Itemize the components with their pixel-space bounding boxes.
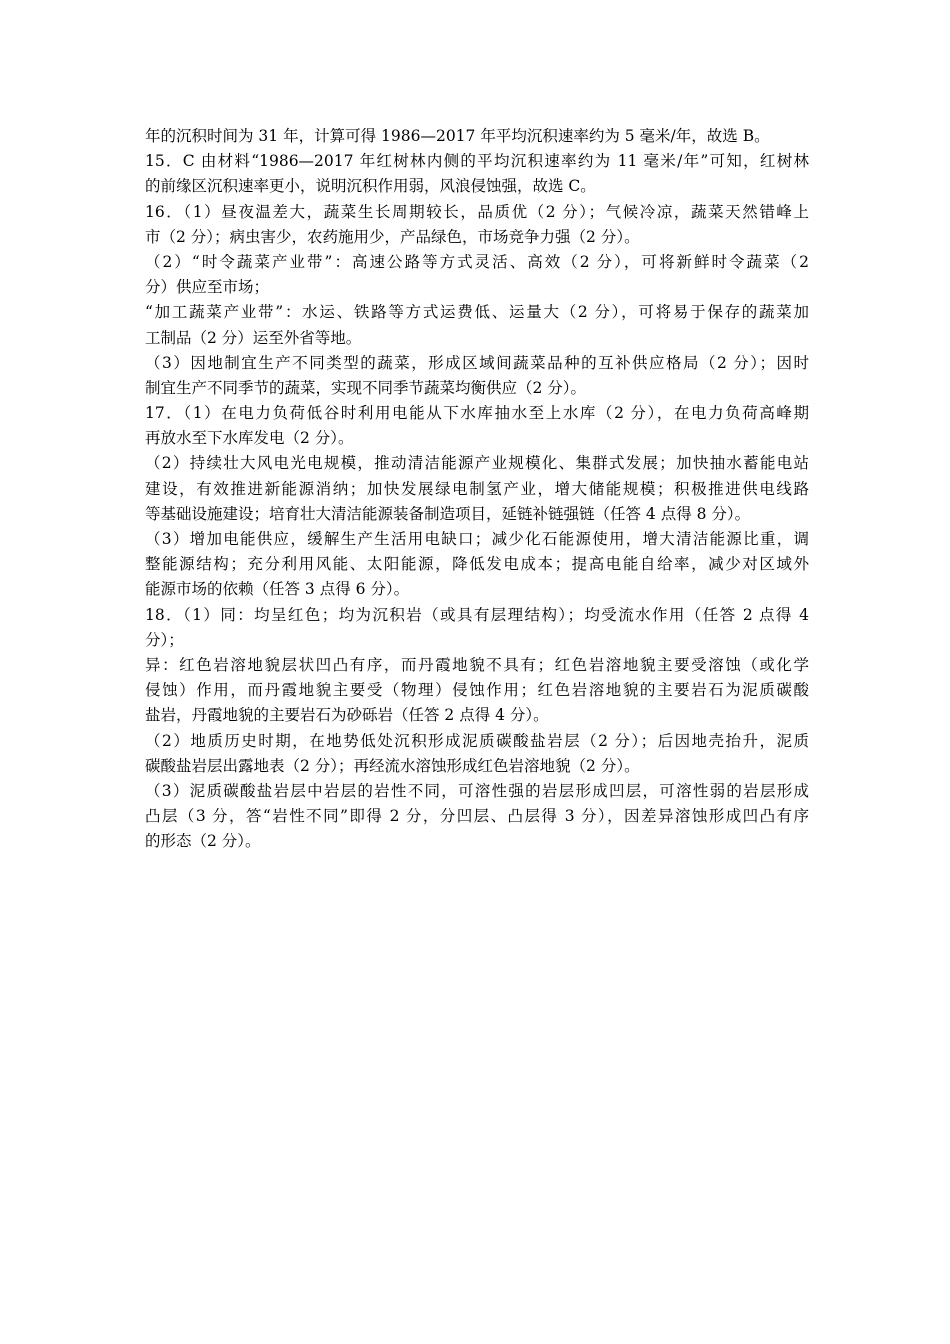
- text-line: 年的沉积时间为 31 年，计算可得 1986—2017 年平均沉积速率约为 5 毫米/年，故选 B。: [145, 127, 770, 145]
- text-line: “加工蔬菜产业带”：水运、铁路等方式运费低、运量大（2 分），可将易于保存的蔬菜加: [145, 303, 809, 322]
- text-line: 16．（1）昼夜温差大，蔬菜生长周期较长，品质优（2 分）；气候冷凉，蔬菜天然错峰上: [145, 202, 809, 221]
- paragraph-q16-1: [145, 200, 809, 250]
- text-line: 再放水至下水库发电（2 分）。: [145, 429, 354, 448]
- text-line: （3）增加电能供应，缓解生产生活用电缺口；减少化石能源使用，增大清洁能源比重，调: [145, 530, 809, 548]
- text-line: （2）“时令蔬菜产业带”：高速公路等方式灵活、高效（2 分），可将新鲜时令蔬菜（2: [145, 252, 809, 271]
- text-line: 分）供应至市场；: [145, 278, 270, 297]
- text-line: （2）地质历史时期，在地势低处沉积形成泥质碳酸盐岩层（2 分）；后因地壳抬升，泥质: [145, 731, 809, 750]
- paragraph-q18-1b: [145, 653, 809, 729]
- text-line: （3）因地制宜生产不同类型的蔬菜，形成区域间蔬菜品种的互补供应格局（2 分）；因时: [145, 353, 809, 372]
- text-line: 侵蚀）作用，而丹霞地貌主要受（物理）侵蚀作用；红色岩溶地貌的主要岩石为泥质碳酸: [145, 681, 809, 700]
- text-line: 盐岩，丹霞地貌的主要岩石为砂砾岩（任答 2 点得 4 分）。: [145, 706, 549, 725]
- answer-text-page: [145, 124, 809, 854]
- text-line: 的形态（2 分）。: [145, 832, 261, 851]
- paragraph-q17-3: [145, 527, 809, 603]
- text-line: 市（2 分）；病虫害少，农药施用少，产品绿色，市场竞争力强（2 分）。: [145, 227, 640, 246]
- paragraph-q16-3: [145, 351, 809, 401]
- paragraph-q18-3: [145, 779, 809, 855]
- paragraph-q17-2: [145, 451, 809, 527]
- paragraph-q16-2b: [145, 300, 809, 350]
- text-line: 18．（1）同：均呈红色；均为沉积岩（或具有层理结构）；均受流水作用（任答 2 点得 4: [145, 605, 809, 624]
- text-line: 15．C 由材料“1986—2017 年红树林内侧的平均沉积速率约为 11 毫米/年”可知，红树林: [145, 152, 809, 171]
- text-line: 建设，有效推进新能源消纳；加快发展绿电制氢产业，增大储能规模；积极推进供电线路: [145, 479, 809, 498]
- text-line: 凸层（3 分，答“岩性不同”即得 2 分，分凹层、凸层得 3 分），因差异溶蚀形成凹凸有序: [145, 807, 809, 826]
- paragraph-q16-2a: [145, 250, 809, 300]
- text-line: 17．（1）在电力负荷低谷时利用电能从下水库抽水至上水库（2 分），在电力负荷高峰期: [145, 404, 809, 423]
- text-line: 异：红色岩溶地貌层状凹凸有序，而丹霞地貌不具有；红色岩溶地貌主要受溶蚀（或化学: [145, 655, 809, 674]
- paragraph-q18-2: [145, 729, 809, 779]
- text-line: （3）泥质碳酸盐岩层中岩层的岩性不同，可溶性强的岩层形成凹层，可溶性弱的岩层形成: [145, 781, 809, 800]
- text-line: 整能源结构；充分利用风能、太阳能源，降低发电成本；提高电能自给率，减少对区域外: [145, 555, 809, 574]
- text-line: 能源市场的依赖（任答 3 点得 6 分）。: [145, 580, 410, 599]
- text-line: 分）；: [145, 630, 184, 649]
- text-line: 的前缘区沉积速率更小，说明沉积作用弱，风浪侵蚀强，故选 C。: [145, 177, 596, 196]
- text-line: 制宜生产不同季节的蔬菜，实现不同季节蔬菜均衡供应（2 分）。: [145, 378, 587, 397]
- text-line: 等基础设施建设；培育壮大清洁能源装备制造项目，延链补链强链（任答 4 点得 8 分）。: [145, 504, 751, 523]
- text-line: 碳酸盐岩层出露地表（2 分）；再经流水溶蚀形成红色岩溶地貌（2 分）。: [145, 756, 640, 775]
- paragraph-p14-tail: [145, 124, 809, 149]
- paragraph-q18-1a: [145, 603, 809, 653]
- paragraph-q17-1: [145, 401, 809, 451]
- paragraph-q15: [145, 149, 809, 199]
- text-line: 工制品（2 分）运至外省等地。: [145, 328, 362, 347]
- text-line: （2）持续壮大风电光电规模，推动清洁能源产业规模化、集群式发展；加快抽水蓄能电站: [145, 454, 809, 473]
